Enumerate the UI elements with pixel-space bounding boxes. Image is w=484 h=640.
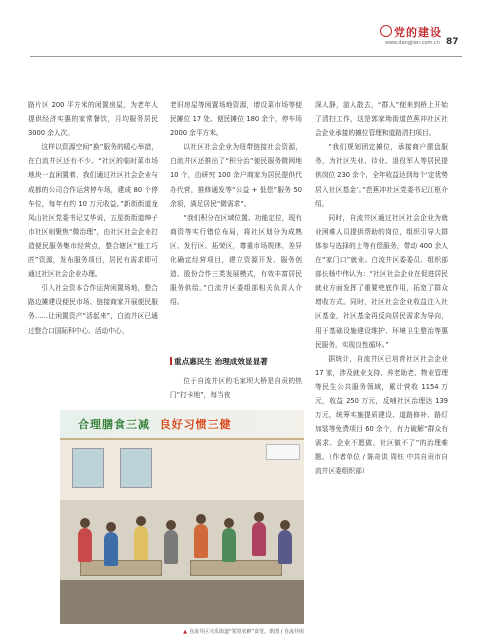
paragraph: 据统计，自流井区已培育社区社会企业 17 家，涉及就业支持、养老助老、物业管理等民生公共服务领域，累计营收 1154 万元，收益 250 万元，反哺社区治理达 139 万元，统筹实施提质建设、道路修补、路灯加装等免费项目 60 余个，有力破解“群众有需求、企业不愿做、社区做不了”的治理难题。（作者单位 / 陈奇洪 周钰 中共自贡市自流井区委组织部） [315, 354, 448, 476]
banner-line-1: 合理膳食三减 [78, 418, 150, 431]
paragraph: 这样以资源空间“换”服务的暖心举措，在白流井区还有不少。“社区的临时菜市场地块一直闲置着，我们通过社区社会企业与成都的公司合作运营停车场，建成 80 个停车位，每年有约 10 万元收益。”新街街道龙凤山社区党委书记艾华说，五星街街道绅子市社区则聚焦“微治理”，由社区社会企业打造便民服务集市经营点，整合辖区“能工巧匠”资源，发布服务项目，居民有需求即可通过社区社会企业办理。 [28, 143, 158, 279]
logo-text: 党的建设 [394, 26, 442, 39]
photo-person [104, 532, 118, 566]
photo-person [222, 528, 236, 562]
paragraph: 路片区 200 平方米的闲置房屋，为老年人提供经济实惠的家常餐饮，月均服务居民 3000 余人次。 [28, 101, 158, 138]
seal-icon [380, 25, 392, 37]
photo-table [80, 560, 162, 576]
photo-caption [60, 628, 304, 635]
section-heading-text: 重点惠民生 治理成效显显著 [174, 357, 268, 366]
article-column-2-continued [170, 374, 302, 402]
photo-window [120, 448, 152, 488]
photo-banner-text [78, 416, 232, 432]
paragraph: “我们规划团定摊位，承接商户摆盘服务，为社区失业、待业、退役军人等居民提供岗位 230 余个，全年收益达到每个‘定优势居入社区基金’。”芭蕉冲社区党委书记江枢介绍。 [315, 143, 448, 208]
photo-person [134, 526, 148, 560]
photo-window [72, 448, 104, 488]
banner-line-2: 良好习惯三健 [159, 418, 232, 431]
page-number: 87 [446, 37, 459, 47]
magazine-logo [380, 24, 442, 40]
paragraph: 深人静，游人散去，“群人”便来到桥上开始了清扫工作，这是郭家坳街道芭蕉冲社区社会企业承接的摊位管理和道路清扫项目。 [315, 101, 448, 138]
caption-marker: ▲ [183, 629, 187, 635]
photo-person [278, 530, 292, 564]
paragraph: “我们积分在区域位置、功能定位，现有商资等实行错位布局，将社区划分为成熟区、发行区、拓荣区，尊重市场规律、差异化确定经营项目，建立资源开发、服务创造、股份合作三类发展模式，有效丰富居民服务供给。”白流井区委组部相关负责人介绍。 [170, 213, 302, 307]
section-heading [170, 356, 304, 367]
photo-air-conditioner [266, 444, 300, 460]
photo-person [78, 528, 92, 562]
photo-person [252, 522, 266, 556]
article-column-2 [170, 98, 302, 309]
article-column-3 [315, 98, 448, 479]
photo-person [164, 530, 178, 564]
article-column-1 [28, 98, 158, 338]
photo-floor [60, 580, 304, 624]
paragraph: 位于自流井区的毛家坝大桥是自贡的热门“打卡地”，每当夜 [170, 377, 302, 400]
header-divider [30, 56, 462, 57]
paragraph: 同时，自流井区通过社区社会企业为就业困难人员提供帮助的岗位，组织引导大群体参与选择的上等有偿服务，带动 400 余人在“家门口”就业。白流井区委委员、组织部部长杨中伟认为：“社区社会企业在促进居民就业方面发挥了重要兜底作用，拓宽了群众增收方式。同时，社区社会企业收益注入社区基金，社区基金再反向居民需求为导向，用于基础设施建设维护、环境卫生整治等惠民服务，实现良性循环。” [315, 213, 448, 349]
heading-marker [170, 357, 172, 365]
article-photo [60, 410, 304, 624]
paragraph: 引入社会资本合作运营闲置场地，整合路边摊建设便民市场、链接商家开展便民服务……让闲置资产“活起来”，白流井区已通过整合口国际科中心、活动中心、 [28, 284, 158, 335]
photo-person [194, 524, 208, 558]
site-url: www.dangjian.com.cn [385, 40, 440, 46]
paragraph: 老旧房屋等闲置场地资源，增设菜市场等便民摊位 17 处、便民摊位 180 余个，停车场 2000 余平方米。 [170, 101, 302, 138]
photo-table [190, 560, 282, 576]
caption-text: 自流井区兴乐街道“邻里农鲜”食堂。供图 / 自流井组 [188, 629, 304, 635]
paragraph: 以社区社会企业为纽带链接社会资源，白流井区还推出了“积分治”便民服务微网地 10 个，由研究 100 余户商家为居民提供代办代营，推修通发等“公益 + 低偿”服务 50 余项，满足居民“微需求”。 [170, 143, 302, 208]
